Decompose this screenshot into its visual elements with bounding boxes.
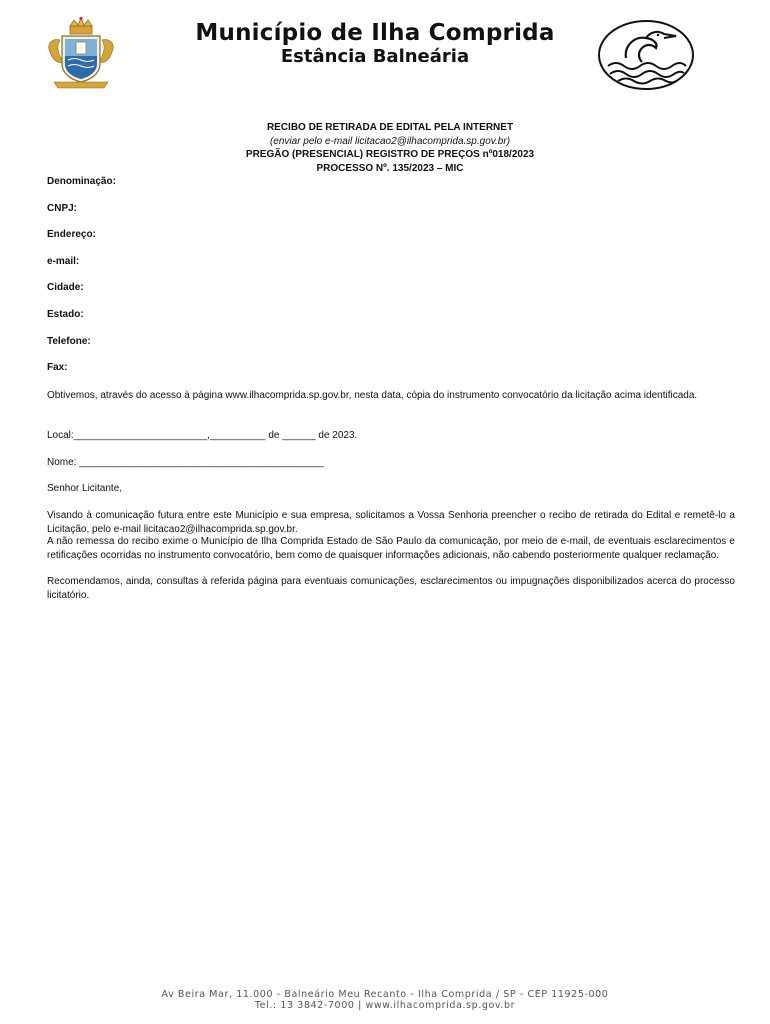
pregao-line: PREGÃO (PRESENCIAL) REGISTRO DE PREÇOS nº018/2023 xyxy=(245,149,535,160)
footer-contact: Tel.: 13 3842-7000 | www.ilhacomprida.sp.gov.br xyxy=(254,1000,516,1011)
paragraph-comunicacao: Visando à comunicação futura entre este Município e sua empresa, solicitamos a Vossa Senhoria preencher o recibo de retirada do Edital e remetê-lo a Licitação, pelo e-mail licitacao2@ilhacomprida.sp.gov.br. xyxy=(47,510,735,535)
field-denominacao-label: Denominação: xyxy=(47,176,116,187)
field-cnpj-label: CNPJ: xyxy=(47,203,78,214)
field-endereco-label: Endereço: xyxy=(47,229,96,240)
processo-line: PROCESSO Nº. 135/2023 – MIC xyxy=(316,162,464,174)
email-instruction: (enviar pelo e-mail licitacao2@ilhacomprida.sp.gov.br) xyxy=(269,135,511,147)
heron-waves-logo xyxy=(596,18,696,92)
footer-address: Av Beira Mar, 11.000 - Balneário Meu Recanto - Ilha Comprida / SP - CEP 11925-000 xyxy=(161,989,609,1000)
document-title-block xyxy=(100,121,680,175)
paragraph-nao-remessa: A não remessa do recibo exime o Município de Ilha Comprida Estado de São Paulo da comunicação, por meio de e-mail, de eventuais esclarecimentos e retificações ocorridas no instrumento convocatório, bem como de quaisquer informações adicionais, não cabendo posteriormente qualquer reclamação. xyxy=(47,536,735,561)
field-telefone-label: Telefone: xyxy=(47,336,91,347)
paragraph-recomendamos: Recomendamos, ainda, consultas à referida página para eventuais comunicações, esclarecimentos ou impugnações disponibilizados acerca do processo licitatório. xyxy=(47,576,735,601)
municipality-title: Município de Ilha Comprida xyxy=(195,20,555,46)
field-estado-label: Estado: xyxy=(47,309,84,320)
field-fax-label: Fax: xyxy=(47,362,68,373)
salutation: Senhor Licitante, xyxy=(47,483,123,494)
municipality-subtitle: Estância Balneária xyxy=(280,46,470,67)
document-title: RECIBO DE RETIRADA DE EDITAL PELA INTERNET xyxy=(266,122,514,133)
obtivemos-paragraph: Obtivemos, através do acesso à página www.ilhacomprida.sp.gov.br, nesta data, cópia do instrumento convocatório da licitação acima identificada. xyxy=(47,390,698,401)
nome-line: Nome: ____________________________________________ xyxy=(47,457,324,468)
field-cidade-label: Cidade: xyxy=(47,282,84,293)
local-date-line: Local:________________________,__________ de ______ de 2023. xyxy=(47,430,358,441)
coat-of-arms-logo xyxy=(44,16,118,92)
field-email-label: e-mail: xyxy=(47,256,80,267)
